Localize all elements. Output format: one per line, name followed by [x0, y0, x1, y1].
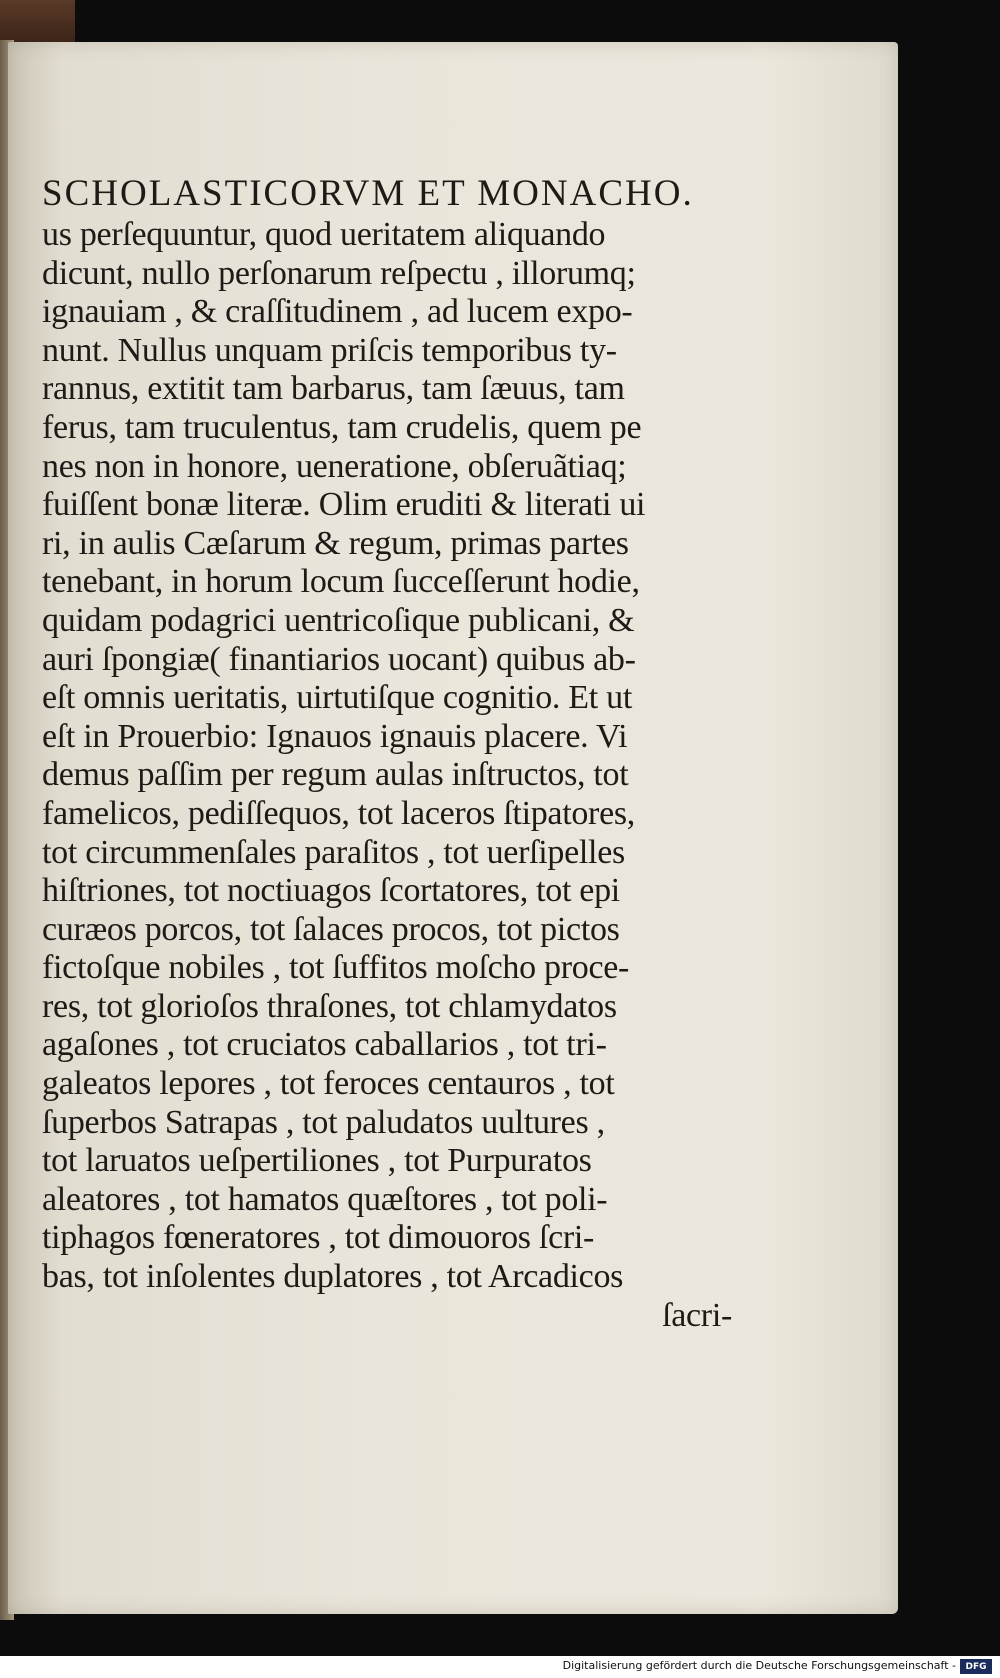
text-line-26: aleatores , tot hamatos quæſtores , tot poli- — [42, 1180, 608, 1218]
dfg-logo: DFG — [960, 1659, 992, 1674]
text-line-20: fictoſque nobiles , tot ſuffitos moſcho proce- — [42, 949, 630, 987]
text-line-21: res, tot glorioſos thraſones, tot chlamydatos — [42, 987, 617, 1025]
running-head: SCHOLASTICORVM ET MONACHO. — [42, 173, 694, 214]
text-line-14: eſt in Prouerbio: Ignauos ignauis placere. Vi — [42, 717, 628, 755]
text-line-6: ferus, tam truculentus, tam crudelis, quem pe — [42, 408, 642, 446]
text-line-15: demus paſſim per regum aulas inſtructos, tot — [42, 756, 629, 794]
digitization-footer — [0, 1656, 1000, 1678]
text-line-27: tiphagos fœneratores , tot dimouoros ſcri- — [42, 1219, 595, 1257]
text-line-8: fuiſſent bonæ literæ. Olim eruditi & literati ui — [42, 486, 646, 524]
text-line-2: dicunt, nullo perſonarum reſpectu , illorumq; — [42, 254, 636, 292]
text-line-4: nunt. Nullus unquam priſcis temporibus ty- — [42, 331, 617, 369]
text-line-18: hiſtriones, tot noctiuagos ſcortatores, tot epi — [42, 872, 620, 910]
text-line-22: agaſones , tot cruciatos caballarios , tot tri- — [42, 1026, 607, 1064]
text-line-1: us perſequuntur, quod ueritatem aliquando — [42, 216, 606, 253]
catchword: ſacri- — [662, 1296, 732, 1334]
text-line-12: auri ſpongiæ( finantiarios uocant) quibus ab- — [42, 640, 636, 678]
page-text-block — [42, 174, 742, 1335]
text-line-23: galeatos lepores , tot feroces centauros , tot — [42, 1065, 615, 1103]
text-line-19: curæos porcos, tot ſalaces procos, tot pictos — [42, 910, 620, 948]
book-cover-corner — [0, 0, 75, 44]
text-line-24: ſuperbos Satrapas , tot paludatos uultures , — [42, 1103, 605, 1141]
text-line-28: bas, tot inſolentes duplatores , tot Arcadicos — [42, 1258, 624, 1296]
text-line-17: tot circummenſales paraſitos , tot uerſipelles — [42, 833, 625, 871]
funding-credit: Digitalisierung gefördert durch die Deutsche Forschungsgemeinschaft - — [562, 1659, 956, 1672]
text-line-5: rannus, extitit tam barbarus, tam ſæuus, tam — [42, 370, 625, 408]
text-line-11: quidam podagrici uentricoſique publicani, & — [42, 601, 635, 639]
text-line-16: famelicos, pediſſequos, tot laceros ſtipatores, — [42, 794, 636, 832]
text-line-10: tenebant, in horum locum ſucceſſerunt hodie, — [42, 563, 640, 601]
book-page — [8, 42, 898, 1614]
text-line-25: tot laruatos ueſpertiliones , tot Purpuratos — [42, 1142, 592, 1180]
text-line-3: ignauiam , & craſſitudinem , ad lucem expo- — [42, 293, 633, 331]
text-line-13: eſt omnis ueritatis, uirtutiſque cognitio. Et ut — [42, 679, 632, 717]
text-line-9: ri, in aulis Cæſarum & regum, primas partes — [42, 524, 629, 562]
text-line-7: nes non in honore, ueneratione, obſeruãtiaq; — [42, 447, 627, 485]
